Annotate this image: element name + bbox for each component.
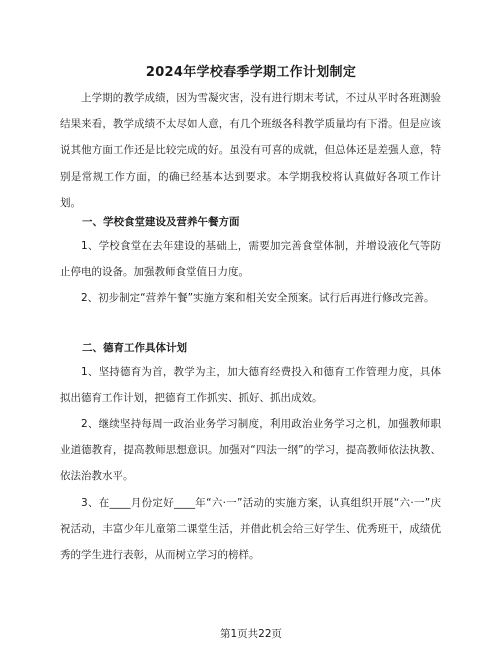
page-number-footer: 第1页共22页 xyxy=(219,628,283,640)
paragraph-moral-2: 2、继续坚持每周一政治业务学习制度，利用政治业务学习之机，加强教师职业道德教育，提高教师思想意识。加强对“四法一纲”的学习，提高教师依法执教、依法治教水平。 xyxy=(60,418,441,483)
paragraph-intro: 上学期的教学成绩，因为雪凝灾害，没有进行期末考试，不过从平时各班测验结果来看，教学成绩不太尽如人意，有几个班级各科教学质量均有下滑。但是应该说其他方面工作还是比较完成的好。虽没有可喜的成就，但总体还是差强人意，特别是常规工作方面，的确已经基本达到要求。本学期我校将认真做好各项工作计划。 xyxy=(60,92,441,209)
paragraph-moral-3: 3、在____月份定好____年“六·一”活动的实施方案，认真组织开展“六·一”庆祝活动，丰富少年儿童第二课堂生活，并借此机会给三好学生、优秀班干，成绩优秀的学生进行表彰，从而树立学习的榜样。 xyxy=(60,497,441,562)
section-heading-canteen: 一、学校食堂建设及营养午餐方面 xyxy=(82,216,240,228)
document-title: 2024年学校春季学期工作计划制定 xyxy=(145,65,357,80)
section-heading-moral-education: 二、德育工作具体计划 xyxy=(82,342,187,354)
paragraph-canteen-1: 1、学校食堂在去年建设的基础上，需要加完善食堂体制，并增设液化气等防止停电的设备。加强教师食堂值日力度。 xyxy=(60,240,441,279)
paragraph-canteen-2: 2、初步制定“营养午餐”实施方案和相关安全预案。试行后再进行修改完善。 xyxy=(81,292,435,304)
paragraph-moral-1: 1、坚持德育为首，教学为主，加大德育经费投入和德育工作管理力度，具体拟出德育工作计划，把德育工作抓实、抓好、抓出成效。 xyxy=(60,366,441,405)
